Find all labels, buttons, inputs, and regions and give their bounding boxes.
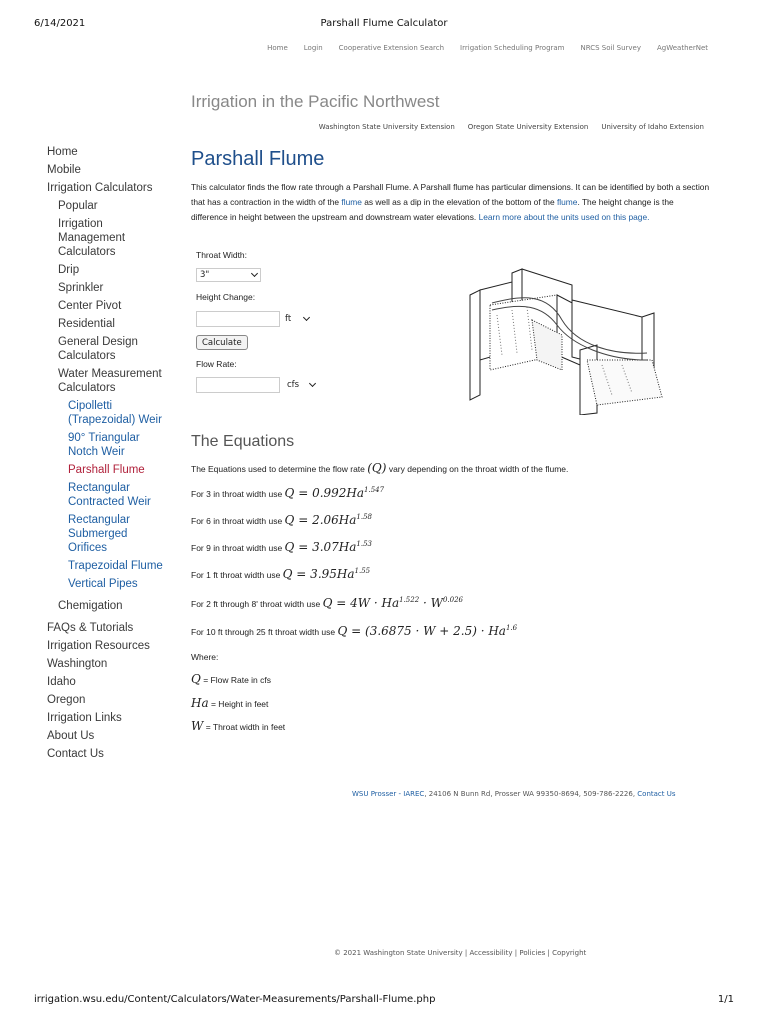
chevron-down-icon: [309, 380, 316, 387]
intro-text-1: This calculator finds the flow rate through a Parshall Flume. A Parshall flume has particular dimensions. It can be identified by both a section that has a contraction in the width of the: [191, 182, 710, 207]
subnav-osu[interactable]: Oregon State University Extension: [467, 123, 589, 131]
equation-formula: [285, 540, 372, 554]
equation-formula: [283, 567, 370, 581]
equation-body: Q = 3.95Ha: [282, 567, 355, 581]
footer-contact-link[interactable]: Contact Us: [637, 790, 676, 798]
height-change-input[interactable]: [196, 311, 280, 327]
chevron-down-icon: [303, 314, 310, 321]
equation-formula: [285, 486, 385, 500]
equation-body: Q = 0.992Ha: [284, 486, 365, 500]
sidebar-item-irrigation-management[interactable]: Irrigation Management Calculators: [58, 218, 126, 258]
sidebar-item-oregon[interactable]: Oregon: [47, 694, 86, 706]
sidebar-item-mobile[interactable]: Mobile: [47, 164, 81, 176]
definition-row: [191, 672, 271, 686]
intro-paragraph: [191, 180, 711, 225]
subnav-uidaho[interactable]: University of Idaho Extension: [601, 123, 704, 131]
equation-body: Q = 4W · Ha: [322, 596, 400, 610]
topnav-login[interactable]: Login: [303, 44, 323, 52]
equation-row: [191, 624, 517, 638]
print-title: Parshall Flume Calculator: [320, 18, 448, 29]
flume-link-2[interactable]: flume: [556, 197, 578, 207]
site-title[interactable]: Irrigation in the Pacific Northwest: [191, 92, 440, 111]
sidebar-item-vertical-pipes[interactable]: Vertical Pipes: [68, 578, 138, 590]
extension-links: [319, 123, 704, 131]
equation-exponent: 1.58: [356, 513, 372, 521]
equation-formula: [323, 596, 463, 610]
equation-exponent: 1.522: [399, 596, 420, 604]
equation-row: [191, 540, 372, 554]
top-navigation: [267, 44, 708, 52]
sidebar-item-sprinkler[interactable]: Sprinkler: [58, 282, 104, 294]
page-title: Parshall Flume: [191, 148, 325, 170]
sidebar-item-parshall-flume[interactable]: Parshall Flume: [68, 464, 145, 476]
equation-formula: [285, 513, 372, 527]
sidebar-item-washington[interactable]: Washington: [47, 658, 108, 670]
sidebar-item-triangular-weir[interactable]: 90° Triangular Notch Weir: [68, 432, 140, 458]
equation-body: Q = 3.07Ha: [284, 540, 357, 554]
equation-row: [191, 567, 370, 581]
topnav-extension-search[interactable]: Cooperative Extension Search: [338, 44, 445, 52]
flow-unit-value: cfs: [287, 380, 300, 390]
equation-formula: [337, 624, 517, 638]
sidebar-item-chemigation[interactable]: Chemigation: [58, 600, 123, 612]
sidebar-item-residential[interactable]: Residential: [58, 318, 115, 330]
equation-body: Q = 2.06Ha: [284, 513, 357, 527]
flow-rate-output[interactable]: [196, 377, 280, 393]
equation-label: For 10 ft through 25 ft throat width use: [191, 627, 338, 637]
definition-symbol: Ha: [191, 696, 209, 710]
flow-rate-label: Flow Rate:: [196, 359, 237, 369]
equation-label: For 1 ft throat width use: [191, 570, 283, 580]
sidebar-item-links[interactable]: Irrigation Links: [47, 712, 122, 724]
sidebar-item-faqs[interactable]: FAQs & Tutorials: [47, 622, 134, 634]
where-label: Where:: [191, 652, 219, 662]
sidebar-item-irrigation-calculators[interactable]: Irrigation Calculators: [47, 182, 153, 194]
sidebar-item-idaho[interactable]: Idaho: [47, 676, 76, 688]
print-url: irrigation.wsu.edu/Content/Calculators/Water-Measurements/Parshall-Flume.php: [34, 994, 436, 1005]
height-change-label: Height Change:: [196, 292, 256, 302]
flow-unit-select[interactable]: [284, 378, 318, 392]
sidebar-item-contact[interactable]: Contact Us: [47, 748, 104, 760]
definition-text: = Throat width in feet: [203, 722, 286, 732]
equations-intro-a: The Equations used to determine the flow rate: [191, 464, 368, 474]
sidebar-item-rect-contracted[interactable]: Rectangular Contracted Weir: [68, 482, 151, 508]
equation-exponent: 1.53: [356, 540, 372, 548]
sidebar-item-home[interactable]: Home: [47, 146, 78, 158]
sidebar-item-rect-submerged[interactable]: Rectangular Submerged Orifices: [68, 514, 131, 554]
height-unit-value: ft: [285, 314, 292, 324]
throat-width-label: Throat Width:: [196, 250, 248, 260]
chevron-down-icon: [251, 270, 258, 277]
equation-label: For 9 in throat width use: [191, 543, 285, 553]
equations-heading: The Equations: [191, 433, 295, 450]
sidebar-item-about[interactable]: About Us: [47, 730, 95, 742]
wsu-prosser-link[interactable]: WSU Prosser - IAREC: [352, 790, 425, 798]
sidebar-nav: [47, 145, 187, 765]
definition-text: = Height in feet: [208, 699, 269, 709]
intro-text-2: as well as a dip in the elevation of the bottom of the: [361, 197, 557, 207]
equation-row: [191, 486, 384, 500]
equation-tail: · W: [419, 596, 443, 610]
equations-intro-q: (Q): [367, 461, 387, 475]
height-unit-select[interactable]: [282, 312, 312, 326]
equation-row: [191, 596, 463, 610]
flume-link-1[interactable]: flume: [341, 197, 362, 207]
definition-row: [191, 719, 285, 733]
subnav-wsu[interactable]: Washington State University Extension: [318, 123, 455, 131]
definition-symbol: Q: [191, 672, 201, 686]
sidebar-item-popular[interactable]: Popular: [58, 200, 98, 212]
equation-exponent: 1.6: [505, 624, 518, 632]
sidebar-item-drip[interactable]: Drip: [58, 264, 80, 276]
definition-text: = Flow Rate in cfs: [200, 675, 271, 685]
intro-text-3: . The height change is the difference in height between the upstream and downstream water elevations.: [191, 197, 674, 222]
topnav-nrcs[interactable]: NRCS Soil Survey: [580, 44, 641, 52]
calculate-button[interactable]: Calculate: [196, 335, 248, 350]
equation-exponent: 1.55: [354, 567, 371, 575]
sidebar-item-center-pivot[interactable]: Center Pivot: [58, 300, 122, 312]
sidebar-item-cipolletti[interactable]: Cipolletti (Trapezoidal) Weir: [68, 400, 162, 426]
footer-address: , 24106 N Bunn Rd, Prosser WA 99350-8694, 509-786-2226,: [424, 790, 638, 798]
equations-intro: [191, 461, 568, 475]
site-footer-address: [352, 790, 676, 798]
sidebar-item-water-measurement[interactable]: Water Measurement Calculators: [58, 368, 162, 394]
equation-row: [191, 513, 372, 527]
topnav-scheduling[interactable]: Irrigation Scheduling Program: [460, 44, 565, 52]
sidebar-item-trapezoidal-flume[interactable]: Trapezoidal Flume: [68, 560, 163, 572]
equation-label: For 3 in throat width use: [191, 489, 285, 499]
print-page-number: 1/1: [717, 994, 734, 1005]
definition-symbol: W: [191, 719, 204, 733]
equation-exponent-2: 0.026: [442, 596, 463, 604]
equations-intro-b: vary depending on the throat width of the flume.: [386, 464, 569, 474]
throat-width-value: 3": [200, 270, 210, 280]
sidebar-item-general-design[interactable]: General Design Calculators: [58, 336, 138, 362]
parshall-flume-diagram: [462, 265, 668, 415]
definition-row: [191, 696, 268, 710]
equation-label: For 2 ft through 8' throat width use: [191, 599, 323, 609]
copyright-footer: © 2021 Washington State University | Accessibility | Policies | Copyright: [334, 949, 587, 957]
sidebar-item-resources[interactable]: Irrigation Resources: [47, 640, 150, 652]
equation-exponent: 1.547: [364, 486, 385, 494]
throat-width-select[interactable]: [196, 268, 261, 282]
print-footer: [34, 994, 734, 1005]
topnav-home[interactable]: Home: [267, 44, 288, 52]
equation-label: For 6 in throat width use: [191, 516, 285, 526]
learn-more-link[interactable]: Learn more about the units used on this page.: [478, 212, 650, 222]
topnav-agweathernet[interactable]: AgWeatherNet: [657, 44, 708, 52]
equation-body: Q = (3.6875 · W + 2.5) · Ha: [337, 624, 506, 638]
print-date: 6/14/2021: [34, 18, 86, 29]
